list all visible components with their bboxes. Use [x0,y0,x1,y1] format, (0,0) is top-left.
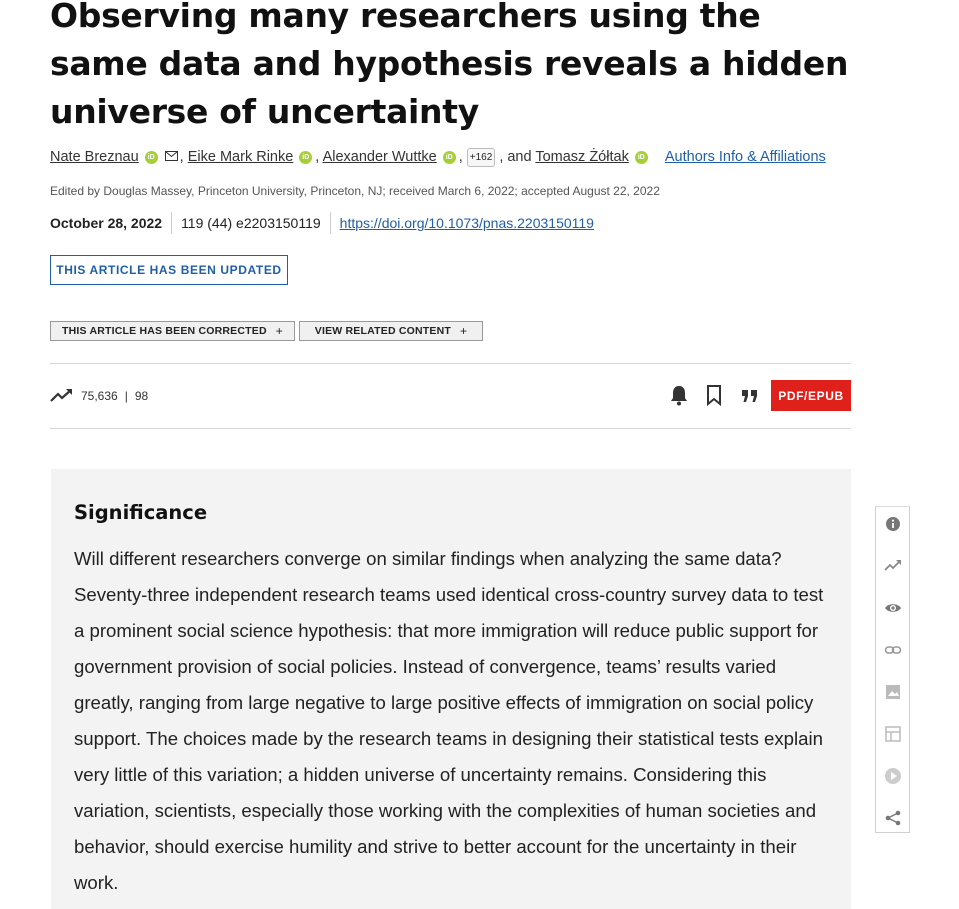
divider [50,428,851,429]
side-rail [875,506,910,833]
author-link[interactable]: Tomasz Żółtak [535,149,629,165]
significance-heading: Significance [74,501,208,524]
authors-info-link[interactable]: Authors Info & Affiliations [664,149,826,165]
article-title: Observing many researchers using the same data and hypothesis reveals a hidden universe of uncertainty [50,0,849,131]
orcid-icon[interactable]: iD [443,151,456,164]
divider [171,212,172,234]
share-icon[interactable] [884,809,902,827]
plus-icon: + [275,324,283,338]
author-link[interactable]: Eike Mark Rinke [187,149,294,165]
significance-panel [51,469,851,909]
link-icon[interactable] [884,641,902,659]
pdf-epub-button[interactable]: PDF/EPUB [771,380,851,411]
corrected-label: THIS ARTICLE HAS BEEN CORRECTED [62,325,267,337]
views-count: 75,636 [81,389,118,403]
volume-info: 119 (44) e2203150119 [181,215,321,231]
article-corrected-toggle[interactable] [50,321,295,341]
divider [330,212,331,234]
info-icon[interactable] [884,515,902,533]
author-list: Nate Breznau iD , Eike Mark Rinke iD , Alexander Wuttke iD , +162 , and Tomasz Żółtak iD Authors Info & Affiliations [50,149,826,165]
and-text: , and [499,149,532,165]
trending-icon[interactable] [884,557,902,575]
mail-icon[interactable] [165,149,178,165]
table-icon[interactable] [884,725,902,743]
edited-by-line: Edited by Douglas Massey, Princeton University, Princeton, NJ; received March 6, 2022; accepted August 22, 2022 [50,184,660,198]
article-updated-button[interactable]: THIS ARTICLE HAS BEEN UPDATED [50,255,288,285]
bookmark-icon[interactable] [704,384,724,411]
plus-icon: + [460,324,468,338]
image-icon[interactable] [884,683,902,701]
article-metrics[interactable] [50,385,148,407]
trending-icon [50,387,74,406]
orcid-icon[interactable]: iD [299,151,312,164]
eye-icon[interactable] [884,599,902,617]
metrics-separator: | [124,389,128,403]
author-link[interactable]: Alexander Wuttke [322,149,437,165]
related-label: VIEW RELATED CONTENT [314,325,451,337]
significance-text: Will different researchers converge on similar findings when analyzing the same data? Seventy-three independent research teams used identical cross-country survey data to test a prominent social science hypothesis: that more immigration will reduce public support for government provision of social policies. Instead of convergence, teams’ results varied greatly, ranging from large negative to large positive effects of immigration on social policy support. The choices made by the research teams in designing their statistical tests explain very little of this variation; a hidden universe of uncertainty remains. Considering this variation, scientists, especially those working with the complexities of human societies and behavior, should exercise humility and strive to better account for the uncertainty in their work. [74,548,824,893]
orcid-icon[interactable]: iD [145,151,158,164]
view-related-content-toggle[interactable] [299,321,483,341]
publication-date: October 28, 2022 [50,215,163,231]
author-link[interactable]: Nate Breznau [50,149,139,165]
more-authors-button[interactable]: +162 [467,148,496,167]
play-icon[interactable] [884,767,902,785]
bell-icon[interactable] [668,384,690,411]
divider [50,363,851,364]
publication-meta [50,212,594,234]
quote-icon[interactable] [740,384,760,411]
citations-count: 98 [134,389,149,403]
doi-link[interactable]: https://doi.org/10.1073/pnas.2203150119 [339,215,594,231]
orcid-icon[interactable]: iD [635,151,648,164]
